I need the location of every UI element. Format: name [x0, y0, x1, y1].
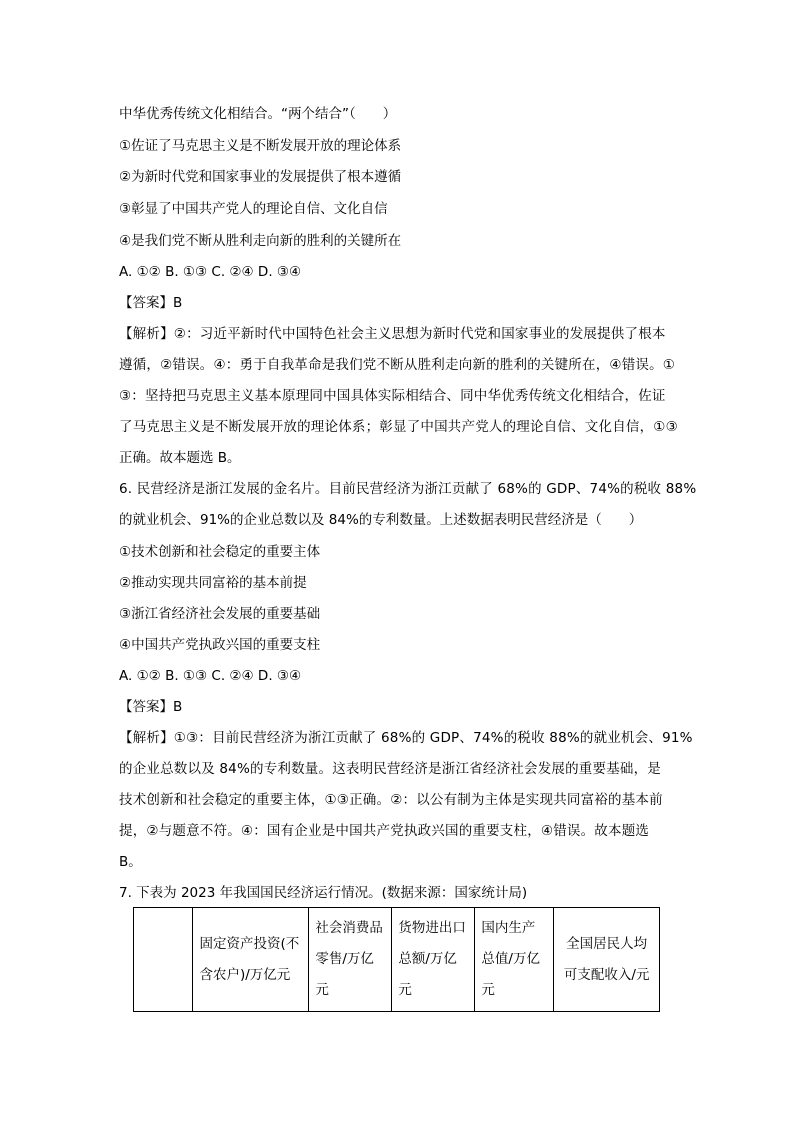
q7-stem: 7. 下表为 2023 年我国国民经济运行情况。(数据来源：国家统计局)	[119, 885, 528, 901]
q5-choices: A. ①② B. ①③ C. ②④ D. ③④	[119, 264, 302, 280]
q6-choices: A. ①② B. ①③ C. ②④ D. ③④	[119, 668, 302, 684]
q6-option-2: ②推动实现共同富裕的基本前提	[119, 575, 307, 591]
q5-analysis-line-4: 了马克思主义是不断发展开放的理论体系；彰显了中国共产党人的理论自信、文化自信，①③	[119, 419, 678, 435]
q5-option-1: ①佐证了马克思主义是不断发展开放的理论体系	[119, 138, 402, 154]
q6-analysis-line-4: 提，②与题意不符。④：国有企业是中国共产党执政兴国的重要支柱，④错误。故本题选	[119, 823, 650, 839]
q6-analysis-line-2: 的企业总数以及 84%的专利数量。这表明民营经济是浙江省经济社会发展的重要基础，是	[119, 761, 661, 777]
q5-stem-tail: 中华优秀传统文化相结合。“两个结合”（ ）	[119, 106, 397, 122]
economy-table	[133, 907, 660, 1012]
q5-option-2: ②为新时代党和国家事业的发展提供了根本遵循	[119, 169, 402, 185]
q6-analysis-line-1: 【解析】①③：目前民营经济为浙江贡献了 68%的 GDP、74%的税收 88%的就业机会、91%	[119, 730, 693, 746]
q6-answer: 【答案】B	[119, 699, 183, 715]
q5-answer: 【答案】B	[119, 295, 183, 311]
q5-analysis-line-1: 【解析】②：习近平新时代中国特色社会主义思想为新时代党和国家事业的发展提供了根本	[119, 326, 666, 342]
q6-option-3: ③浙江省经济社会发展的重要基础	[119, 606, 321, 622]
table-header-cell: 社会消费品零售/万亿元	[309, 908, 392, 1012]
table-header-cell: 全国居民人均可支配收入/元	[554, 908, 660, 1012]
q6-option-1: ①技术创新和社会稳定的重要主体	[119, 544, 321, 560]
table-header-cell: 固定资产投资(不含农户)/万亿元	[193, 908, 309, 1012]
table-header-cell: 国内生产总值/万亿元	[475, 908, 554, 1012]
table-header-row	[134, 908, 660, 1012]
q6-option-4: ④中国共产党执政兴国的重要支柱	[119, 637, 321, 653]
table-header-cell: 货物进出口总额/万亿元	[392, 908, 475, 1012]
q6-stem-line-2: 的就业机会、91%的企业总数以及 84%的专利数量。上述数据表明民营经济是（ ）	[119, 512, 643, 528]
q5-analysis-line-2: 遵循，②错误。④：勇于自我革命是我们党不断从胜利走向新的胜利的关键所在，④错误。①	[119, 357, 676, 373]
q5-analysis-line-3: ③：坚持把马克思主义基本原理同中国具体实际相结合、同中华优秀传统文化相结合，佐证	[119, 388, 666, 404]
q5-option-3: ③彰显了中国共产党人的理论自信、文化自信	[119, 201, 388, 217]
q6-analysis-line-3: 技术创新和社会稳定的重要主体，①③正确。②：以公有制为主体是实现共同富裕的基本前	[119, 792, 663, 808]
q6-stem-line-1: 6. 民营经济是浙江发展的金名片。目前民营经济为浙江贡献了 68%的 GDP、74%的税收 88%	[119, 481, 697, 497]
table-header-cell-empty	[134, 908, 193, 1012]
q5-option-4: ④是我们党不断从胜利走向新的胜利的关键所在	[119, 233, 402, 249]
q6-analysis-line-5: B。	[119, 854, 142, 870]
q5-analysis-line-5: 正确。故本题选 B。	[119, 450, 241, 466]
